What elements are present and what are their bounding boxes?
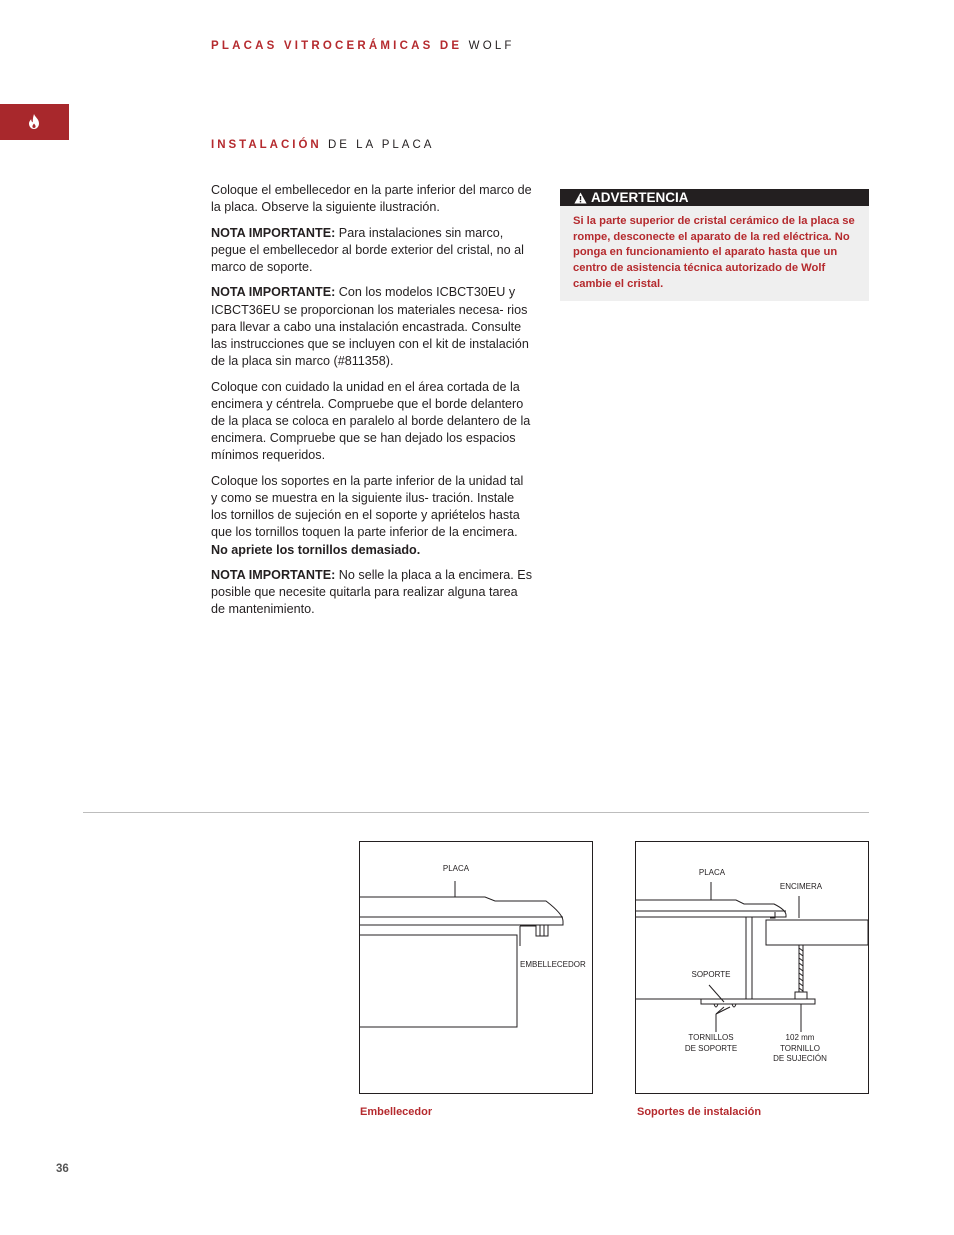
section-title <box>211 139 434 151</box>
warning-text: Si la parte superior de cristal cerámico de la placa se rompe, desconecte el aparato de la red eléctrica. No ponga en funcionamiento el aparato hasta que un centro de asistencia técnica autorizado de Wolf cambie el cristal. <box>573 215 855 290</box>
divider <box>83 812 869 813</box>
warning-box <box>560 189 869 301</box>
header-brand: WOLF <box>468 40 515 52</box>
label-tornillo: TORNILLO <box>780 1043 820 1053</box>
figure-soportes <box>635 841 869 1094</box>
body-text <box>211 182 533 627</box>
label-tornillos-line1: TORNILLOS <box>688 1033 734 1042</box>
header-title-main: PLACAS VITROCERÁMICAS DE <box>211 40 463 52</box>
label-placa: PLACA <box>442 864 470 873</box>
paragraph-5 <box>211 473 533 559</box>
label-tornillos-soporte <box>676 1033 746 1054</box>
paragraph-2 <box>211 225 533 277</box>
caption-embellecedor: Embellecedor <box>360 1106 433 1118</box>
page-number: 36 <box>56 1163 69 1175</box>
note-label: NOTA IMPORTANTE: <box>211 568 336 582</box>
label-encimera: ENCIMERA <box>779 882 823 891</box>
section-tab <box>0 104 69 140</box>
note-label: NOTA IMPORTANTE: <box>211 225 336 240</box>
note-label: NOTA IMPORTANTE: <box>211 285 336 300</box>
figure-embellecedor <box>359 841 593 1094</box>
label-sujecion: DE SUJECIÓN <box>773 1054 827 1063</box>
paragraph-1: Coloque el embellecedor en la parte inferior del marco de la placa. Observe la siguiente ilustración. <box>211 183 532 215</box>
note-text: No selle la placa a la encimera. Es posible que necesite quitarla para realizar alguna tarea de mantenimiento. <box>211 568 532 617</box>
warning-triangle-icon <box>574 192 587 204</box>
note-text: Con los modelos ICBCT30EU y ICBCT36EU se proporcionan los materiales necesa- rios para llevar a cabo una instalación encastrada. Consulte las instrucciones que se incluyen con el kit de instalación de la placa sin marco (#811358). <box>211 285 529 369</box>
section-title-rest: DE LA PLACA <box>327 139 435 151</box>
label-mm: 102 mm <box>785 1033 815 1042</box>
paragraph-5-end: . <box>416 542 421 557</box>
warning-header <box>560 189 869 206</box>
paragraph-4: Coloque con cuidado la unidad en el área cortada de la encimera y céntrela. Compruebe que el borde delantero de la placa se coloca en paralelo al borde delantero de la encimera. Compruebe que se han dejado los espacios mínimos requeridos. <box>211 379 531 463</box>
label-tornillos-line2: DE SOPORTE <box>684 1043 738 1053</box>
warning-title: ADVERTENCIA <box>591 190 689 205</box>
paragraph-5-text: Coloque los soportes en la parte inferior de la unidad tal y como se muestra en la siguiente ilus- tración. Instale los tornillos de sujeción en el soporte y apriételos hasta que los tornillos toquen la parte inferior de la encimera. <box>211 473 524 540</box>
caption-soportes: Soportes de instalación <box>637 1106 762 1118</box>
paragraph-5-bold: No apriete los tornillos demasiado <box>211 542 417 557</box>
label-embellecedor: EMBELLECEDOR <box>520 960 586 969</box>
paragraph-3 <box>211 284 533 370</box>
running-header <box>211 40 515 52</box>
paragraph-6 <box>211 567 533 619</box>
flame-icon <box>28 114 40 129</box>
section-title-bold: INSTALACIÓN <box>211 139 322 151</box>
note-text: Para instalaciones sin marco, pegue el embellecedor al borde exterior del cristal, no al marco de soporte. <box>211 225 524 274</box>
label-tornillo-sujecion <box>765 1033 835 1065</box>
label-soporte: SOPORTE <box>691 970 731 979</box>
label-placa: PLACA <box>698 868 726 877</box>
